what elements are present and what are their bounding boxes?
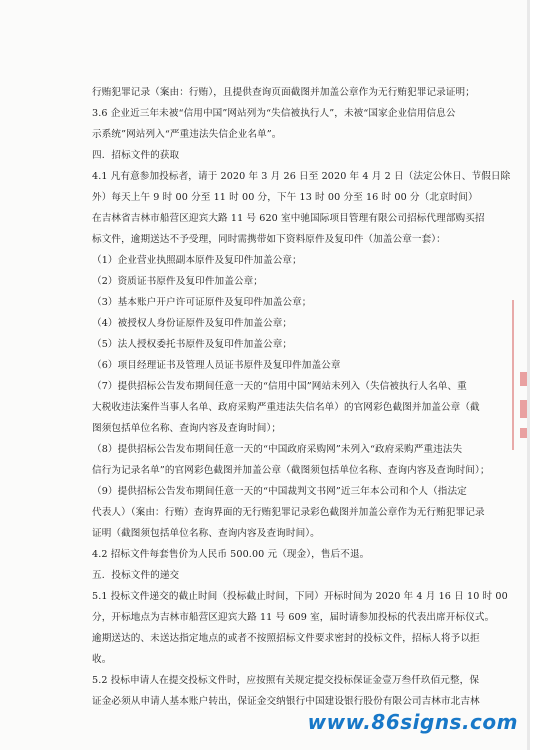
text-line: 外）每天上午 9 时 00 分至 11 时 00 分，下午 13 时 00 分至 16 时 00 分（北京时间） (92, 192, 478, 203)
section-heading: 五．投标文件的递交 (92, 570, 180, 581)
text-line: 3.6 企业近三年未被“信用中国”网站列为“失信被执行人”，未被“国家企业信用信息公 (92, 108, 456, 119)
list-item: （7）提供招标公告发布期间任意一天的“信用中国”网站未列入（失信被执行人名单、重 (92, 381, 467, 392)
text-line: 大税收违法案件当事人名单、政府采购严重违法失信名单）的官网彩色截图并加盖公章（截 (92, 402, 480, 413)
text-line: 标文件，逾期送达不予受理，同时需携带如下资料原件及复印件（加盖公章一套）： (92, 234, 446, 245)
document-body (92, 82, 511, 712)
list-item: （2）资质证书原件及复印件加盖公章； (92, 276, 263, 287)
page-edge-shadow (527, 0, 530, 750)
list-item: （9）提供招标公告发布期间任意一天的“中国裁判文书网”近三年本公司和个人（指法定 (92, 486, 467, 497)
text-line: 信行为记录名单”的官网彩色截图并加盖公章（截图须包括单位名称、查询内容及查询时间）； (92, 465, 490, 476)
text-line: 4.1 凡有意参加投标者，请于 2020 年 3 月 26 日至 2020 年 4 月 2 日（法定公休日、节假日除 (92, 171, 511, 182)
text-line: 图须包括单位名称、查询内容及查询时间）； (92, 423, 282, 434)
text-line: 收。 (92, 654, 112, 665)
section-heading: 四．招标文件的获取 (92, 150, 180, 161)
text-line: 行贿犯罪记录（案由：行贿），且提供查询页面截图并加盖公章作为无行贿犯罪记录证明； (92, 87, 475, 98)
text-line: 示系统”网站列入“严重违法失信企业名单”。 (92, 129, 282, 140)
text-line: 4.2 招标文件每套售价为人民币 500.00 元（现金），售后不退。 (92, 549, 370, 560)
seal-stamp-edge (512, 300, 536, 450)
text-line: 在吉林省吉林市船营区迎宾大路 11 号 620 室中驰国际项目管理有限公司招标代理部购买招 (92, 213, 485, 224)
text-line: 5.2 投标申请人在提交投标文件时，应按照有关规定提交投标保证金壹万叁仟玖佰元整，保 (92, 675, 480, 686)
list-item: （1）企业营业执照副本原件及复印件加盖公章； (92, 255, 302, 266)
list-item: （8）提供招标公告发布期间任意一天的“中国政府采购网”未列入“政府采购严重违法失 (92, 444, 463, 455)
text-line: 代表人）（案由：行贿）查询界面的无行贿犯罪记录彩色截图并加盖公章作为无行贿犯罪记录 (92, 507, 485, 518)
text-line: 5.1 投标文件递交的截止时间（投标截止时间，下同）开标时间为 2020 年 4 月 16 日 10 时 00 (92, 591, 508, 602)
list-item: （3）基本账户开户许可证原件及复印件加盖公章； (92, 297, 312, 308)
list-item: （5）法人授权委托书原件及复印件加盖公章； (92, 339, 293, 350)
text-line: 证金必须从申请人基本账户转出，保证金交纳银行中国建设银行股份有限公司吉林市北吉林 (92, 696, 480, 707)
text-line: 逾期送达的、未送达指定地点的或者不按照招标文件要求密封的投标文件，招标人将予以拒 (92, 633, 480, 644)
list-item: （4）被授权人身份证原件及复印件加盖公章； (92, 318, 293, 329)
list-item: （6）项目经理证书及管理人员证书原件及复印件加盖公章 (92, 360, 341, 371)
text-line: 证明（截图须包括单位名称、查询内容及查询时间）。 (92, 528, 320, 539)
text-line: 分，开标地点为吉林市船营区迎宾大路 11 号 609 室，届时请参加投标的代表出席开标仪式。 (92, 612, 495, 623)
watermark-text: www.86signs.com (307, 710, 518, 734)
